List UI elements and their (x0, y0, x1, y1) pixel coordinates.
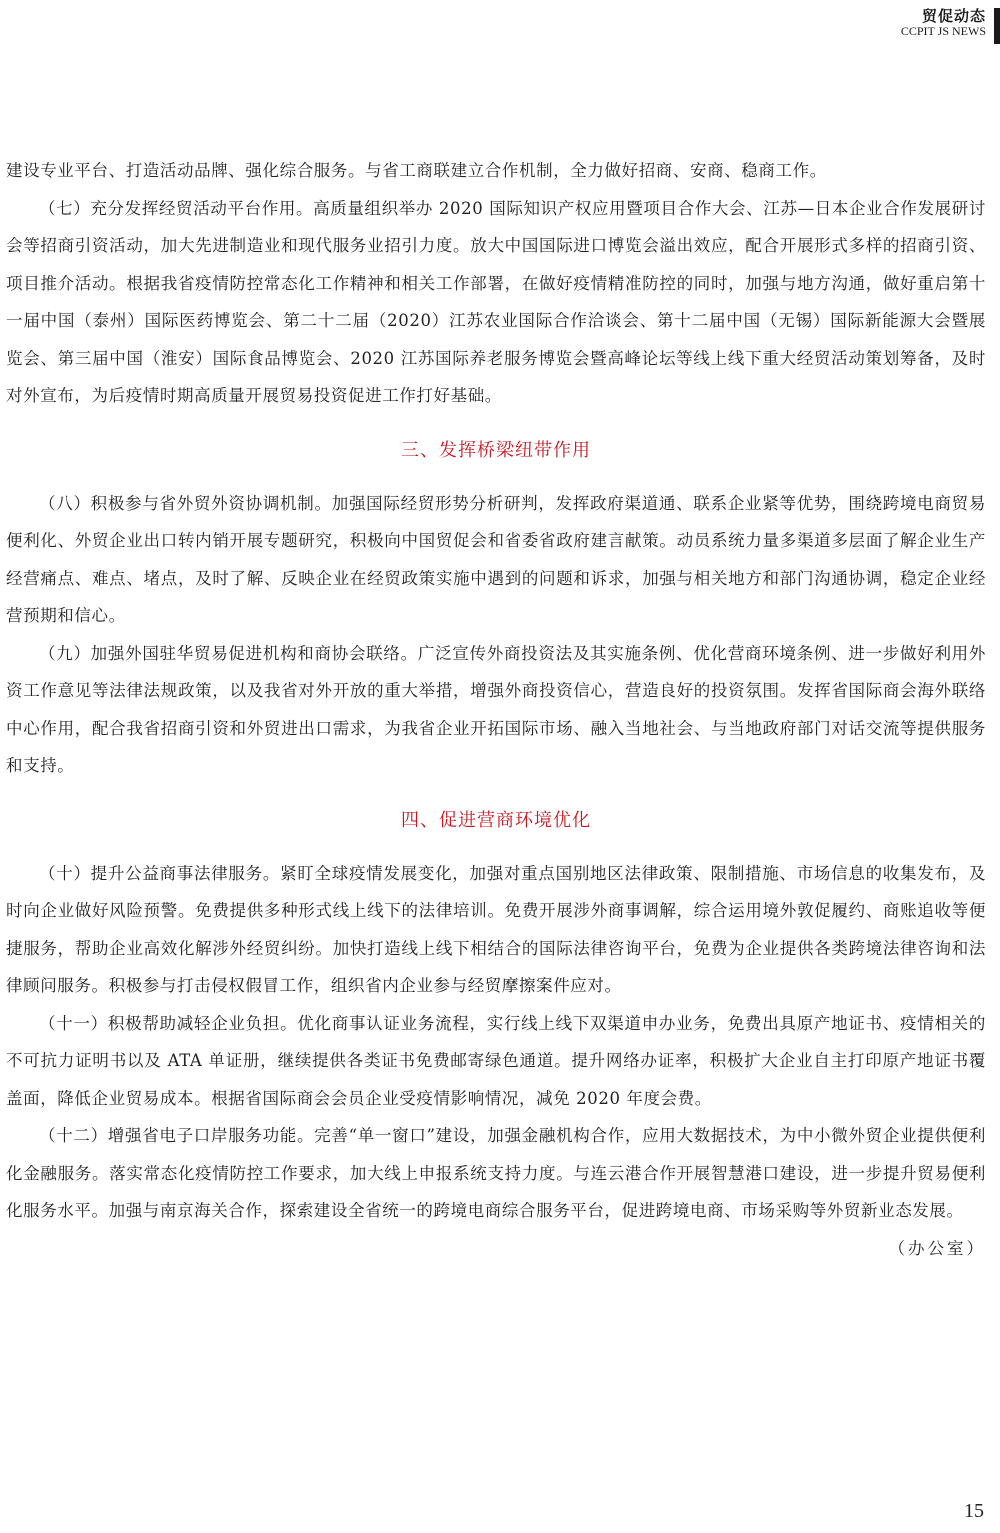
paragraph-item-12 (6, 1117, 986, 1258)
paragraph-item-12-text: （十二）增强省电子口岸服务功能。完善“单一窗口”建设，加强金融机构合作，应用大数据技术，为中小微外贸企业提供便利化金融服务。落实常态化疫情防控工作要求，加大线上申报系统支持力度。与连云港合作开展智慧港口建设，进一步提升贸易便利化服务水平。加强与南京海关合作，探索建设全省统一的跨境电商综合服务平台，促进跨境电商、市场采购等外贸新业态发展。 (6, 1126, 986, 1220)
paragraph-item-9: （九）加强外国驻华贸易促进机构和商协会联络。广泛宣传外商投资法及其实施条例、优化营商环境条例、进一步做好利用外资工作意见等法律法规政策，以及我省对外开放的重大举措，增强外商投资信心，营造良好的投资氛围。发挥省国际商会海外联络中心作用，配合我省招商引资和外贸进出口需求，为我省企业开拓国际市场、融入当地社会、与当地政府部门对话交流等提供服务和支持。 (6, 643, 986, 775)
author-signature: （办公室） (888, 1238, 986, 1258)
paragraph-item-8: （八）积极参与省外贸外资协调机制。加强国际经贸形势分析研判，发挥政府渠道通、联系企业紧等优势，围绕跨境电商贸易便利化、外贸企业出口转内销开展专题研究，积极向中国贸促会和省委省政府建言献策。动员系统力量多渠道多层面了解企业生产经营痛点、难点、堵点，及时了解、反映企业在经贸政策实施中遇到的问题和诉求，加强与相关地方和部门沟通协调，稳定企业经营预期和信心。 (6, 493, 986, 625)
paragraph-item-7: （七）充分发挥经贸活动平台作用。高质量组织举办 2020 国际知识产权应用暨项目合作大会、江苏—日本企业合作发展研讨会等招商引资活动，加大先进制造业和现代服务业招引力度。放大中国国际进口博览会溢出效应，配合开展形式多样的招商引资、项目推介活动。根据我省疫情防控常态化工作精神和相关工作部署，在做好疫情精准防控的同时，加强与地方沟通，做好重启第十一届中国（泰州）国际医药博览会、第二十二届（2020）江苏农业国际合作洽谈会、第十二届中国（无锡）国际新能源大会暨展览会、第三届中国（淮安）国际食品博览会、2020 江苏国际养老服务博览会暨高峰论坛等线上线下重大经贸活动策划筹备，及时对外宣布，为后疫情时期高质量开展贸易投资促进工作打好基础。 (6, 198, 986, 405)
paragraph-continued: 建设专业平台、打造活动品牌、强化综合服务。与省工商联建立合作机制，全力做好招商、安商、稳商工作。 (6, 161, 827, 180)
paragraph-item-11: （十一）积极帮助减轻企业负担。优化商事认证业务流程，实行线上线下双渠道申办业务，免费出具原产地证书、疫情相关的不可抗力证明书以及 ATA 单证册，继续提供各类证书免费邮寄绿色通道。提升网络办证率，积极扩大企业自主打印原产地证书覆盖面，降低企业贸易成本。根据省国际商会会员企业受疫情影响情况，减免 2020 年度会费。 (6, 1013, 986, 1108)
header-subtitle: CCPIT JS NEWS (900, 24, 986, 39)
article-body (6, 152, 986, 1267)
header-title: 贸促动态 (921, 7, 986, 25)
page-header (901, 8, 986, 39)
section-heading-3: 三、发挥桥梁纽带作用 (401, 439, 591, 461)
page-number: 15 (964, 1500, 984, 1522)
paragraph-item-10: （十）提升公益商事法律服务。紧盯全球疫情发展变化，加强对重点国别地区法律政策、限制措施、市场信息的收集发布，及时向企业做好风险预警。免费提供多种形式线上线下的法律培训。免费开展涉外商事调解，综合运用境外敦促履约、商账追收等便捷服务，帮助企业高效化解涉外经贸纠纷。加快打造线上线下相结合的国际法律咨询平台，免费为企业提供各类跨境法律咨询和法律顾问服务。积极参与打击侵权假冒工作，组织省内企业参与经贸摩擦案件应对。 (6, 863, 986, 995)
header-accent-bar (994, 8, 1000, 44)
section-heading-4: 四、促进营商环境优化 (401, 809, 591, 831)
